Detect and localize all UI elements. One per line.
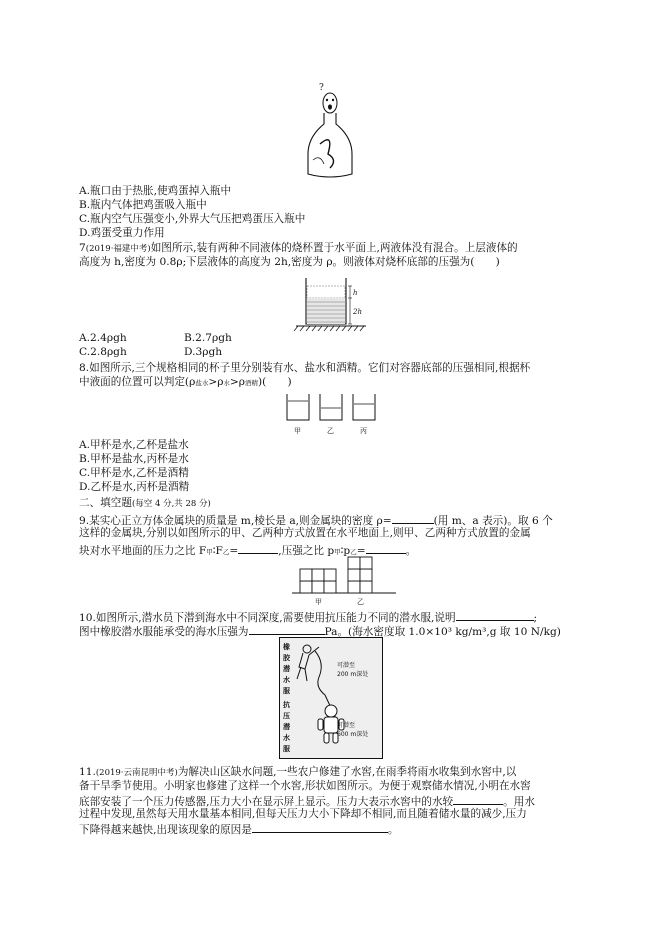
q11-source: (2019·云南昆明中考)	[95, 768, 178, 778]
q9-line1: 9.某实心正立方体金属块的质量是 m,棱长是 a,则金属块的密度 ρ= (用 m、a 表示)。取 6 个	[79, 512, 553, 528]
q11-line5: 下降得越来越快,出现该现象的原因是 。	[79, 821, 398, 837]
q8-option-b: B.甲杯是盐水,丙杯是水	[79, 453, 189, 465]
egg-bottle-figure	[300, 82, 360, 182]
beaker-label-h: h	[353, 289, 358, 297]
q7-option-d: D.3ρgh	[184, 346, 223, 358]
cube-arrangement-figure	[292, 554, 396, 606]
pressure-label-1: 抗	[283, 701, 290, 709]
rubber-label-4: 水	[283, 676, 290, 684]
q8-line2: 中液面的位置可以判定(ρ盐水>ρ水>ρ酒精)( )	[79, 376, 292, 388]
q7-option-c: C.2.8ρgh	[79, 346, 127, 358]
q7-option-b: B.2.7ρgh	[184, 332, 232, 344]
q11-blank-reason[interactable]	[252, 821, 388, 833]
cube-label-yi: 乙	[357, 598, 364, 606]
q10-blank-pressure[interactable]	[249, 623, 325, 635]
q8-line1: 8.如图所示,三个规格相同的杯子里分别装有水、盐水和酒精。它们对容器底部的压强相同,根据杯	[79, 362, 531, 374]
q11-line4: 过程中发现,虽然每天用水量基本相同,但每天压力大小下降却不相同,而且随着储水量的减少,压力	[79, 808, 527, 820]
pressure-label-2: 压	[283, 712, 290, 720]
cup-label-yi: 乙	[327, 427, 334, 435]
svg-text:?: ?	[319, 83, 324, 93]
pressure-label-4: 水	[283, 734, 290, 742]
q11-line3: 底部安装了一个压力传感器,压力大小在显示屏上显示。压力大表示水窖中的水较 。用水	[79, 793, 535, 809]
diver-figure	[279, 637, 383, 759]
q10-line1: 10.如图所示,潜水员下潜到海水中不同深度,需要使用抗压能力不同的潜水服,说明 ;	[79, 609, 537, 625]
q11-blank-water[interactable]	[453, 793, 503, 805]
q7-source: (2019·福建中考)	[85, 244, 151, 254]
pressure-label-5: 服	[283, 745, 290, 753]
beaker-label-2h: 2h	[353, 308, 362, 316]
cube-label-jia: 甲	[315, 598, 322, 606]
q6-option-b: B.瓶内气体把鸡蛋吸入瓶中	[79, 199, 207, 211]
q9-blank-force-ratio[interactable]	[238, 542, 278, 554]
q6-option-d: D.鸡蛋受重力作用	[79, 227, 165, 239]
two-liquid-beaker-figure	[292, 272, 372, 334]
depth1-line2: 200 m深处	[337, 671, 369, 678]
depth2-line1: 可潜至	[337, 722, 356, 729]
q9-line3: 块对水平地面的压力之比 F甲∶F乙= ,压强之比 p甲∶p乙= 。	[79, 542, 416, 559]
q8-option-c: C.甲杯是水,乙杯是酒精	[79, 467, 189, 479]
rubber-label-3: 潜	[283, 665, 290, 673]
rubber-label-5: 服	[283, 687, 290, 695]
q7-option-a: A.2.4ρgh	[79, 332, 127, 344]
rubber-label-2: 胶	[283, 654, 290, 662]
q8-option-d: D.乙杯是水,丙杯是酒精	[79, 481, 190, 493]
q8-option-a: A.甲杯是水,乙杯是盐水	[79, 439, 189, 451]
rubber-label-1: 橡	[283, 643, 290, 651]
depth2-line2: 600 m深处	[337, 731, 369, 738]
q9-line2: 这样的金属块,分别以如图所示的甲、乙两种方式放置在水平地面上,则甲、乙两种方式放置的金属	[79, 527, 531, 539]
section2-heading: 二、填空题(每空 4 分,共 28 分)	[79, 497, 211, 509]
q10-blank-reason[interactable]	[456, 609, 534, 621]
q10-line2: 图中橡胶潜水服能承受的海水压强为 Pa。(海水密度取 1.0×10³ kg/m³,g 取 10 N/kg)	[79, 623, 561, 639]
depth1-line1: 可潜至	[337, 662, 356, 669]
q7-line1: 7(2019·福建中考)如图所示,装有两种不同液体的烧杯置于水平面上,两液体没有混合。上层液体的	[79, 242, 518, 254]
q11-line1: 11.(2019·云南昆明中考)为解决山区缺水问题,一些农户修建了水窖,在雨季将雨水收集到水窖中,以	[79, 766, 517, 778]
cup-label-bing: 丙	[360, 427, 367, 435]
q9-blank-density[interactable]	[392, 512, 434, 524]
q11-line2: 备干旱季节使用。小明家也修建了这样一个水窖,形状如图所示。为便于观察储水情况,小明在水窖	[79, 780, 531, 792]
q9-blank-pressure-ratio[interactable]	[366, 542, 406, 554]
q6-option-a: A.瓶口由于热胀,使鸡蛋掉入瓶中	[79, 185, 232, 197]
three-cups-figure	[283, 388, 381, 436]
q7-line2: 高度为 h,密度为 0.8ρ;下层液体的高度为 2h,密度为 ρ。则液体对烧杯底部的压强为( )	[79, 256, 500, 268]
q6-option-c: C.瓶内空气压强变小,外界大气压把鸡蛋压入瓶中	[79, 213, 306, 225]
cup-label-jia: 甲	[294, 427, 301, 435]
pressure-label-3: 潜	[283, 723, 290, 731]
